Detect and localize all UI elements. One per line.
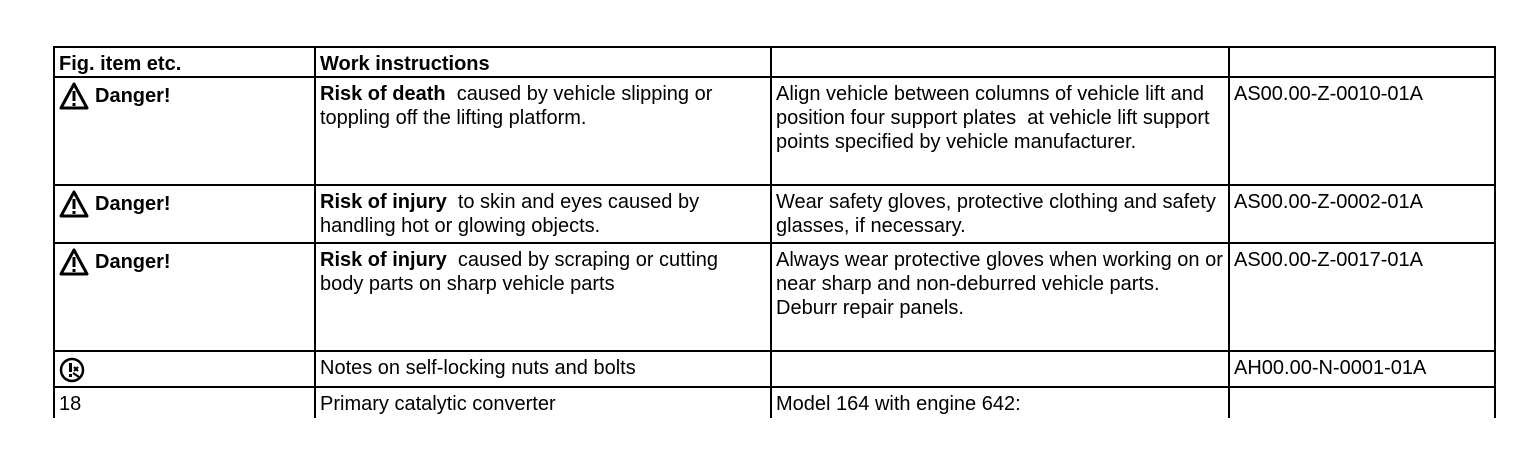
header-fig-item: Fig. item etc. — [54, 47, 315, 77]
warning-triangle-icon — [59, 82, 89, 110]
risk-heading: Risk of injury — [320, 249, 447, 271]
danger-label: Danger! — [95, 251, 171, 273]
risk-heading: Risk of death — [320, 83, 446, 105]
risk-description: to skin and eyes caused by handling hot or glowing objects. — [320, 191, 705, 237]
reference-code: AH00.00-N-0001-01A — [1229, 351, 1495, 387]
risk-cell — [315, 77, 771, 185]
danger-label: Danger! — [95, 193, 171, 215]
table-header-row — [54, 47, 1495, 77]
warning-triangle-icon — [59, 248, 89, 276]
danger-cell — [54, 185, 315, 243]
fig-item-number: 18 — [54, 387, 315, 418]
part-name: Primary catalytic converter — [315, 387, 771, 418]
table-row — [54, 185, 1495, 243]
risk-heading: Risk of injury — [320, 191, 447, 213]
instruction-cell — [771, 351, 1229, 387]
risk-description: caused by vehicle slipping or toppling off the lifting platform. — [320, 83, 718, 129]
header-col3 — [771, 47, 1229, 77]
table-row — [54, 351, 1495, 387]
note-circle-icon — [59, 356, 87, 384]
reference-code: AS00.00-Z-0010-01A — [1229, 77, 1495, 185]
danger-cell — [54, 243, 315, 351]
reference-code: AS00.00-Z-0017-01A — [1229, 243, 1495, 351]
warning-triangle-icon — [59, 190, 89, 218]
instruction-cell — [771, 243, 1229, 351]
risk-cell — [315, 185, 771, 243]
instruction-cell: Model 164 with engine 642: — [771, 387, 1229, 418]
header-work-instructions: Work instructions — [315, 47, 771, 77]
work-instructions-table — [53, 46, 1496, 418]
danger-label: Danger! — [95, 85, 171, 107]
table-row — [54, 77, 1495, 185]
reference-code: AS00.00-Z-0002-01A — [1229, 185, 1495, 243]
note-cell — [54, 351, 315, 387]
risk-cell — [315, 243, 771, 351]
danger-cell — [54, 77, 315, 185]
instruction-cell: Align vehicle between columns of vehicle lift and position four support plates at vehicle lift support points specified by vehicle manufacturer. — [771, 77, 1229, 185]
risk-description: caused by scraping or cutting body parts on sharp vehicle parts — [320, 249, 724, 295]
note-text: Notes on self-locking nuts and bolts — [315, 351, 771, 387]
reference-code — [1229, 387, 1495, 418]
table-row — [54, 243, 1495, 351]
instruction-text: Always wear protective gloves when working on or near sharp and non-deburred vehicle parts. — [776, 249, 1223, 295]
instruction-cell: Wear safety gloves, protective clothing and safety glasses, if necessary. — [771, 185, 1229, 243]
header-col4 — [1229, 47, 1495, 77]
table-row — [54, 387, 1495, 418]
instruction-text-2: Deburr repair panels. — [776, 297, 964, 319]
